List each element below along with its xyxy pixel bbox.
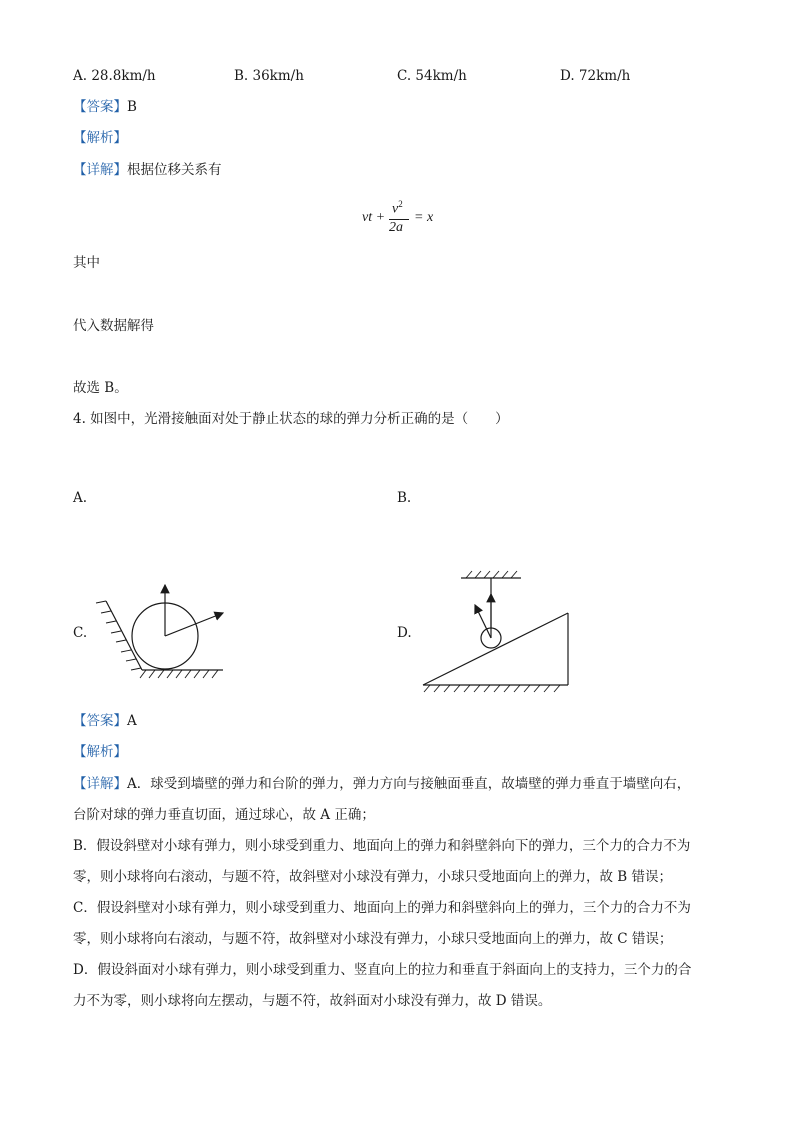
- formula-left: vt +: [362, 210, 386, 225]
- option-d-q4: D.: [397, 625, 412, 641]
- inclined-wall: [106, 601, 142, 670]
- option-a-q3: A. 28.8km/h: [73, 68, 156, 84]
- detail-line-2: 台阶对球的弹力垂直切面，通过球心，故 A 正确；: [73, 807, 375, 823]
- detail-line-3: B．假设斜壁对小球有弹力，则小球受到重力、地面向上的弹力和斜壁斜向下的弹力，三个力的合力不为: [73, 838, 691, 854]
- wall-hatching: [96, 601, 141, 670]
- answer-tag: 【答案】: [73, 99, 127, 115]
- displacement-formula: [360, 198, 440, 242]
- figure-d-diagram: [418, 568, 578, 693]
- ground-hatching: [424, 685, 560, 692]
- figure-c-diagram: [88, 578, 228, 683]
- formula-right: = x: [414, 210, 434, 225]
- analysis-tag-q4: 【解析】: [73, 744, 127, 760]
- qizhong-line: 其中: [73, 255, 100, 271]
- detail-line-5: C．假设斜壁对小球有弹力，则小球受到重力、地面向上的弹力和斜壁斜向上的弹力，三个力的合力不为: [73, 900, 691, 916]
- answer-line-q3: [73, 97, 137, 117]
- detail-line-7: D．假设斜面对小球有弹力，则小球受到重力、竖直向上的拉力和垂直于斜面向上的支持力，三个力的合: [73, 962, 692, 978]
- guxuan-line: 故选 B。: [73, 380, 128, 396]
- force-arrow-right: [165, 613, 223, 636]
- ceiling-hatching: [466, 571, 517, 578]
- detail-line-q3: [73, 160, 222, 180]
- answer-value-q4: A: [127, 713, 137, 729]
- option-b-q4: B.: [397, 490, 412, 506]
- detail-tag: 【详解】: [73, 162, 127, 178]
- answer-line-q4: [73, 711, 137, 731]
- detail-text-1: A．球受到墙壁的弹力和台阶的弹力，弹力方向与接触面垂直，故墙壁的弹力垂直于墙壁向右，: [127, 776, 691, 792]
- detail-line-8: 力不为零，则小球将向左摆动，与题不符，故斜面对小球没有弹力，故 D 错误。: [73, 993, 552, 1009]
- formula-denominator: 2a: [389, 220, 403, 235]
- question-4-stem: 4. 如图中，光滑接触面对处于静止状态的球的弹力分析正确的是（ ）: [73, 411, 509, 427]
- floor-hatching: [140, 670, 218, 678]
- option-b-q3: B. 36km/h: [234, 68, 304, 84]
- option-d-q3: D. 72km/h: [560, 68, 631, 84]
- detail-line-1: [73, 774, 690, 794]
- detail-text: 根据位移关系有: [127, 162, 222, 178]
- dairu-line: 代入数据解得: [73, 318, 154, 334]
- option-a-q4: A.: [73, 490, 88, 506]
- formula-numerator: $v^2$: [392, 199, 403, 217]
- detail-tag-q4: 【详解】: [73, 776, 127, 792]
- option-c-q4: C.: [73, 625, 88, 641]
- detail-line-6: 零，则小球将向右滚动，与题不符，故斜壁对小球没有弹力，小球只受地面向上的弹力，故 C 错误；: [73, 931, 673, 947]
- answer-tag-q4: 【答案】: [73, 713, 127, 729]
- option-c-q3: C. 54km/h: [397, 68, 467, 84]
- detail-line-4: 零，则小球将向右滚动，与题不符，故斜壁对小球没有弹力，小球只受地面向上的弹力，故 B 错误；: [73, 869, 673, 885]
- analysis-tag: 【解析】: [73, 130, 127, 146]
- incline-slope: [423, 613, 568, 685]
- answer-value: B: [127, 99, 137, 115]
